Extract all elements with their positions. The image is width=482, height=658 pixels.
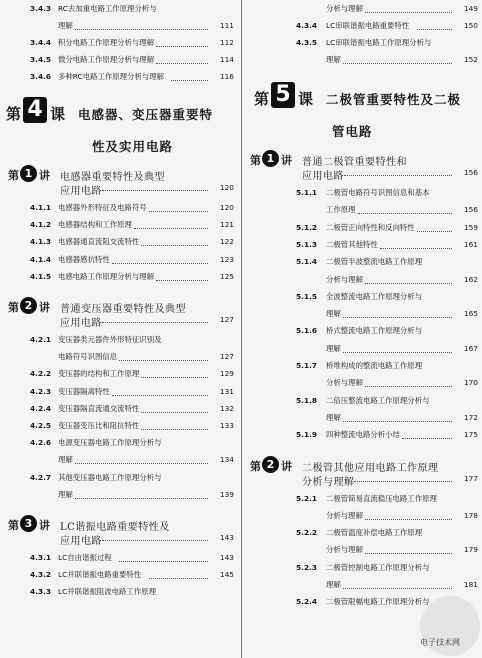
toc-leader-dots bbox=[365, 11, 452, 13]
section-page-number: 127 bbox=[219, 315, 234, 324]
toc-entry[interactable] bbox=[246, 275, 482, 285]
section-title-line1: 普通变压器重要特性及典型 bbox=[60, 304, 186, 315]
section-title-line2: 应用电路 bbox=[60, 186, 102, 197]
toc-entry-title: 工作原理 bbox=[326, 205, 356, 215]
toc-entry-title: 电感器外形特征及电路符号 bbox=[58, 203, 147, 212]
toc-leader-dots bbox=[112, 262, 208, 264]
lesson-heading bbox=[0, 99, 240, 159]
toc-entry-title: 全波整流电路工作原理分析与 bbox=[326, 291, 423, 301]
toc-entry-title: 理解 bbox=[326, 309, 341, 319]
toc-leader-dots bbox=[149, 210, 208, 212]
toc-entry-title: 二倍压整流电路工作原理分析与 bbox=[326, 395, 430, 405]
section-page-number: 177 bbox=[463, 473, 478, 483]
section-heading[interactable] bbox=[246, 150, 482, 182]
toc-entry-number: 4.2.3 bbox=[30, 386, 52, 396]
lesson-di: 第 bbox=[254, 90, 270, 108]
toc-leader-dots bbox=[75, 497, 208, 499]
toc-entry-title: RC去加重电路工作原理分析与 bbox=[58, 4, 157, 13]
toc-page-number: 120 bbox=[219, 203, 234, 212]
toc-entry-number: 5.2.3 bbox=[296, 562, 318, 572]
toc-entry-title: 电感器结构和工作原理 bbox=[58, 220, 132, 230]
toc-entry-title: 二极管正向特性和反向特性 bbox=[326, 222, 415, 232]
toc-entry-title: 理解 bbox=[58, 21, 73, 30]
toc-entry[interactable] bbox=[246, 309, 482, 319]
toc-page-number: 111 bbox=[219, 21, 234, 30]
toc-entry-number: 5.2.1 bbox=[296, 493, 318, 503]
section-jiang: 讲 bbox=[281, 154, 292, 167]
toc-entry-number: 3.4.4 bbox=[30, 38, 52, 47]
section-jiang: 讲 bbox=[39, 169, 50, 182]
toc-leader-dots bbox=[365, 552, 452, 554]
toc-entry-number: 3.4.3 bbox=[30, 4, 52, 13]
toc-page-number: 178 bbox=[463, 510, 478, 520]
toc-entry-title: LC并联谐振阻波电路工作原理 bbox=[58, 587, 156, 597]
toc-entry[interactable] bbox=[0, 587, 240, 597]
toc-entry-title: 二极管温度补偿电路工作原理 bbox=[326, 528, 423, 538]
toc-entry[interactable] bbox=[246, 361, 482, 371]
toc-entry-number: 4.1.1 bbox=[30, 203, 52, 212]
toc-leader-dots bbox=[112, 394, 208, 396]
toc-entry-number: 4.1.2 bbox=[30, 220, 52, 230]
toc-page-number: 159 bbox=[463, 222, 478, 232]
toc-page-number: 131 bbox=[219, 386, 234, 396]
toc-leader-dots bbox=[141, 376, 208, 378]
toc-entry-title: LC自由谐振过程 bbox=[58, 553, 112, 562]
toc-entry[interactable] bbox=[246, 528, 482, 538]
toc-entry-number: 4.1.5 bbox=[30, 271, 52, 281]
toc-entry[interactable] bbox=[246, 223, 482, 233]
toc-entry[interactable] bbox=[0, 553, 240, 563]
toc-page-number: 162 bbox=[463, 274, 478, 284]
section-title-line1: LC谐振电路重要特性及 bbox=[60, 522, 170, 533]
lesson-title-line1: 二极管重要特性及二极 bbox=[326, 92, 462, 107]
toc-leader-dots bbox=[119, 359, 208, 361]
toc-page-number: 150 bbox=[463, 21, 478, 30]
toc-entry-number: 5.1.7 bbox=[296, 361, 318, 370]
toc-entry-title: 二极管其他特性 bbox=[326, 239, 378, 249]
section-page-number: 143 bbox=[219, 533, 234, 542]
section-di: 第 bbox=[250, 154, 261, 167]
toc-entry-number: 4.1.4 bbox=[30, 254, 52, 264]
toc-entry-number: 5.1.6 bbox=[296, 326, 318, 336]
toc-page-number: 116 bbox=[219, 72, 234, 81]
toc-leader-dots bbox=[141, 244, 208, 246]
toc-entry-number: 5.1.5 bbox=[296, 291, 318, 301]
toc-entry[interactable] bbox=[246, 413, 482, 423]
toc-page-number: 170 bbox=[463, 378, 478, 388]
section-title-line2: 应用电路 bbox=[60, 536, 102, 547]
toc-page-number: 125 bbox=[219, 271, 234, 281]
toc-entry[interactable] bbox=[246, 511, 482, 521]
toc-entry-number: 4.2.1 bbox=[30, 335, 52, 344]
lesson-title-line1: 电感器、变压器重要特 bbox=[78, 107, 214, 122]
toc-page-number: 114 bbox=[219, 55, 234, 64]
toc-entry-title: 分析与理解 bbox=[326, 545, 363, 555]
toc-page-number: 112 bbox=[219, 38, 234, 47]
toc-entry-title: 变压器变压比和阻抗特性 bbox=[58, 421, 140, 430]
toc-leader-dots bbox=[343, 62, 452, 64]
toc-leader-dots bbox=[365, 282, 452, 284]
toc-entry-title: 理解 bbox=[326, 343, 341, 353]
toc-entry-title: 分析与理解 bbox=[326, 378, 363, 388]
toc-page-number: 149 bbox=[463, 4, 478, 13]
toc-entry-number: 4.3.1 bbox=[30, 553, 52, 562]
toc-entry[interactable] bbox=[0, 335, 240, 345]
toc-entry-number: 5.1.8 bbox=[296, 395, 318, 405]
toc-page-number: 167 bbox=[463, 343, 478, 353]
toc-entry[interactable] bbox=[246, 292, 482, 302]
section-di: 第 bbox=[250, 459, 261, 473]
toc-entry-title: 变压器隔直流通交流特性 bbox=[58, 403, 140, 413]
section-page-number: 120 bbox=[219, 183, 234, 192]
toc-entry-title: 理解 bbox=[326, 55, 341, 64]
toc-entry-title: 四种整流电路分析小结 bbox=[326, 430, 400, 440]
toc-page-number: 139 bbox=[219, 489, 234, 499]
section-number-circle: 3 bbox=[20, 515, 37, 532]
toc-entry-number: 4.3.4 bbox=[296, 21, 318, 30]
toc-page-number: 133 bbox=[219, 421, 234, 430]
section-title-line1: 二极管其他应用电路工作原理 bbox=[302, 462, 439, 474]
toc-page-number: 161 bbox=[463, 239, 478, 249]
toc-page-number: 179 bbox=[463, 545, 478, 555]
section-jiang: 讲 bbox=[281, 459, 292, 473]
section-di: 第 bbox=[8, 301, 19, 314]
toc-leader-dots bbox=[156, 279, 208, 281]
toc-entry[interactable] bbox=[0, 473, 240, 483]
toc-entry-title: 二极管限幅电路工作原理分析与 bbox=[326, 597, 430, 607]
section-jiang: 讲 bbox=[39, 519, 50, 532]
lesson-number-badge: 4 bbox=[23, 97, 47, 123]
toc-entry-title: 理解 bbox=[58, 455, 73, 465]
toc-page-number: 127 bbox=[219, 352, 234, 362]
toc-page-number: 123 bbox=[219, 254, 234, 264]
toc-entry-number: 3.4.6 bbox=[30, 72, 52, 81]
toc-leader-dots bbox=[134, 227, 208, 229]
toc-entry-title: 理解 bbox=[326, 412, 341, 422]
toc-page-number: 165 bbox=[463, 309, 478, 319]
toc-entry-number: 5.1.9 bbox=[296, 430, 318, 440]
toc-entry[interactable] bbox=[246, 205, 482, 215]
toc-entry-title: 分析与理解 bbox=[326, 274, 363, 284]
toc-page-number: 175 bbox=[463, 430, 478, 440]
toc-entry[interactable] bbox=[0, 38, 240, 48]
section-title-line2: 分析与理解 bbox=[302, 476, 355, 488]
toc-entry[interactable] bbox=[0, 72, 240, 82]
toc-page-number: 181 bbox=[463, 580, 478, 589]
toc-entry[interactable] bbox=[0, 438, 240, 448]
section-title-line2: 应用电路 bbox=[60, 318, 102, 329]
toc-entry[interactable] bbox=[246, 188, 482, 198]
toc-page-number: 121 bbox=[219, 220, 234, 230]
lesson-di: 第 bbox=[6, 105, 22, 123]
toc-leader-dots bbox=[75, 28, 208, 30]
toc-entry-number: 4.2.4 bbox=[30, 403, 52, 413]
section-leader-dots bbox=[102, 539, 208, 541]
toc-page-number: 156 bbox=[463, 205, 478, 215]
toc-leader-dots bbox=[75, 462, 208, 464]
toc-entry-number: 4.2.2 bbox=[30, 369, 52, 379]
toc-leader-dots bbox=[343, 587, 452, 589]
toc-entry-title: 分析与理解 bbox=[326, 4, 363, 13]
toc-entry-number: 4.2.5 bbox=[30, 421, 52, 430]
toc-entry-number: 5.2.2 bbox=[296, 528, 318, 538]
toc-entry[interactable] bbox=[0, 255, 240, 265]
section-heading[interactable] bbox=[0, 515, 240, 547]
toc-entry-title: 电感器通直流阻交流特性 bbox=[58, 237, 140, 247]
toc-entry-title: 电源变压器电路工作原理分析与 bbox=[58, 438, 162, 448]
lesson-heading bbox=[246, 84, 482, 144]
toc-entry-number: 5.1.1 bbox=[296, 188, 318, 197]
toc-leader-dots bbox=[343, 420, 452, 422]
toc-entry[interactable] bbox=[246, 4, 482, 14]
toc-leader-dots bbox=[417, 230, 452, 232]
toc-entry-title: 电感电路工作原理分析与理解 bbox=[58, 271, 155, 281]
toc-leader-dots bbox=[119, 560, 208, 562]
section-leader-dots bbox=[344, 174, 452, 176]
toc-entry-title: 变压器类元器件外形特征识别及 bbox=[58, 335, 162, 344]
toc-entry[interactable] bbox=[246, 563, 482, 573]
toc-entry[interactable] bbox=[246, 580, 482, 590]
toc-entry[interactable] bbox=[0, 421, 240, 431]
toc-entry[interactable] bbox=[0, 387, 240, 397]
toc-entry-title: 理解 bbox=[326, 580, 341, 589]
toc-entry-title: 电感器感抗特性 bbox=[58, 254, 110, 264]
section-heading[interactable] bbox=[246, 456, 482, 488]
toc-entry-title: 积分电路工作原理分析与理解 bbox=[58, 38, 155, 47]
toc-entry-number: 4.3.2 bbox=[30, 570, 52, 580]
section-jiang: 讲 bbox=[39, 301, 50, 314]
toc-entry[interactable] bbox=[246, 378, 482, 388]
toc-entry-number: 4.2.7 bbox=[30, 472, 52, 482]
toc-entry[interactable] bbox=[246, 240, 482, 250]
section-di: 第 bbox=[8, 519, 19, 532]
toc-entry[interactable] bbox=[0, 455, 240, 465]
toc-entry-title: 桥式整流电路工作原理分析与 bbox=[326, 326, 423, 336]
toc-leader-dots bbox=[365, 518, 452, 520]
toc-page-number: 122 bbox=[219, 237, 234, 247]
toc-page-number: 132 bbox=[219, 403, 234, 413]
toc-leader-dots bbox=[156, 45, 208, 47]
toc-page-number: 143 bbox=[219, 553, 234, 562]
section-leader-dots bbox=[354, 480, 452, 482]
section-page-number: 156 bbox=[463, 168, 478, 177]
section-di: 第 bbox=[8, 169, 19, 182]
toc-entry-number: 4.1.3 bbox=[30, 237, 52, 247]
toc-entry[interactable] bbox=[0, 55, 240, 65]
toc-entry-title: 理解 bbox=[58, 489, 73, 499]
toc-entry-title: 分析与理解 bbox=[326, 510, 363, 520]
toc-page-number: 134 bbox=[219, 455, 234, 465]
toc-entry[interactable] bbox=[0, 404, 240, 414]
toc-entry[interactable] bbox=[0, 220, 240, 230]
toc-entry[interactable] bbox=[246, 545, 482, 555]
toc-entry-number: 5.1.2 bbox=[296, 222, 318, 232]
section-title-line2: 应用电路 bbox=[302, 171, 344, 182]
toc-leader-dots bbox=[156, 62, 208, 64]
toc-entry-title: 桥堆构成的整流电路工作原理 bbox=[326, 361, 423, 370]
toc-entry-number: 5.2.4 bbox=[296, 597, 318, 607]
toc-entry[interactable] bbox=[0, 4, 240, 14]
section-heading[interactable] bbox=[0, 297, 240, 329]
toc-leader-dots bbox=[380, 247, 452, 249]
toc-entry-title: 变压器的结构和工作原理 bbox=[58, 369, 140, 379]
toc-entry-title: 二极管简易直流稳压电路工作原理 bbox=[326, 493, 437, 503]
toc-page-number: 172 bbox=[463, 412, 478, 422]
section-heading[interactable] bbox=[0, 165, 240, 197]
lesson-ke: 课 bbox=[50, 105, 66, 123]
toc-entry-title: 二极管电路符号识图信息和基本 bbox=[326, 188, 430, 197]
section-title-line1: 普通二极管重要特性和 bbox=[302, 157, 407, 168]
toc-entry[interactable] bbox=[0, 352, 240, 362]
toc-leader-dots bbox=[365, 385, 452, 387]
toc-entry[interactable] bbox=[0, 203, 240, 213]
toc-entry[interactable] bbox=[246, 257, 482, 267]
toc-entry[interactable] bbox=[246, 430, 482, 440]
toc-entry-title: LC串联谐振电路重要特性 bbox=[326, 21, 410, 30]
toc-entry[interactable] bbox=[0, 272, 240, 282]
toc-leader-dots bbox=[343, 351, 452, 353]
toc-entry-title: 多种RC电路工作原理分析与理解 bbox=[58, 72, 165, 81]
toc-entry[interactable] bbox=[0, 369, 240, 379]
toc-entry-title: 二极管控制电路工作原理分析与 bbox=[326, 562, 430, 572]
section-number-circle: 2 bbox=[20, 297, 37, 314]
toc-entry[interactable] bbox=[246, 21, 482, 31]
section-leader-dots bbox=[102, 189, 208, 191]
toc-entry-title: 微分电路工作原理分析与理解 bbox=[58, 55, 155, 64]
toc-leader-dots bbox=[417, 28, 452, 30]
toc-entry[interactable] bbox=[246, 396, 482, 406]
toc-entry[interactable] bbox=[246, 55, 482, 65]
toc-entry[interactable] bbox=[246, 494, 482, 504]
toc-entry[interactable] bbox=[0, 490, 240, 500]
toc-entry-title: 二极管半波整流电路工作原理 bbox=[326, 257, 423, 267]
toc-leader-dots bbox=[358, 212, 452, 214]
toc-leader-dots bbox=[141, 411, 208, 413]
section-number-circle: 1 bbox=[262, 150, 279, 167]
toc-entry-number: 5.1.3 bbox=[296, 239, 318, 249]
toc-entry-title: 变压器隔离特性 bbox=[58, 386, 110, 396]
section-number-circle: 1 bbox=[20, 165, 37, 182]
toc-entry-title: 其他变压器电路工作原理分析与 bbox=[58, 472, 162, 482]
toc-leader-dots bbox=[171, 79, 208, 81]
toc-entry-number: 4.3.5 bbox=[296, 38, 318, 47]
watermark-text: 电子技术网 bbox=[420, 638, 460, 647]
toc-entry-number: 3.4.5 bbox=[30, 55, 52, 64]
column-divider bbox=[241, 0, 242, 658]
toc-entry-number: 5.1.4 bbox=[296, 257, 318, 267]
toc-entry-number: 4.2.6 bbox=[30, 438, 52, 448]
toc-entry[interactable] bbox=[246, 38, 482, 48]
toc-page-number: 129 bbox=[219, 369, 234, 379]
lesson-title-line2: 管电路 bbox=[332, 124, 373, 139]
toc-entry-title: LC串联谐振电路工作原理分析与 bbox=[326, 38, 432, 47]
toc-leader-dots bbox=[149, 577, 208, 579]
lesson-number-badge: 5 bbox=[271, 82, 295, 108]
toc-leader-dots bbox=[402, 437, 452, 439]
section-title-line1: 电感器重要特性及典型 bbox=[60, 172, 165, 183]
toc-page-number: 145 bbox=[219, 570, 234, 580]
section-leader-dots bbox=[102, 321, 208, 323]
toc-entry-number: 4.3.3 bbox=[30, 587, 52, 597]
toc-entry[interactable] bbox=[0, 21, 240, 31]
toc-entry[interactable] bbox=[246, 326, 482, 336]
toc-page-number: 152 bbox=[463, 55, 478, 64]
toc-entry[interactable] bbox=[0, 237, 240, 247]
toc-leader-dots bbox=[343, 316, 452, 318]
lesson-ke: 课 bbox=[298, 90, 314, 108]
toc-entry[interactable] bbox=[246, 344, 482, 354]
toc-entry[interactable] bbox=[0, 570, 240, 580]
toc-entry-title: 电路符号识图信息 bbox=[58, 352, 118, 362]
lesson-title-line2: 性及实用电路 bbox=[92, 139, 174, 154]
section-number-circle: 2 bbox=[262, 456, 279, 473]
toc-entry-title: LC并联谐振电路重要特性 bbox=[58, 570, 142, 580]
toc-leader-dots bbox=[141, 428, 208, 430]
